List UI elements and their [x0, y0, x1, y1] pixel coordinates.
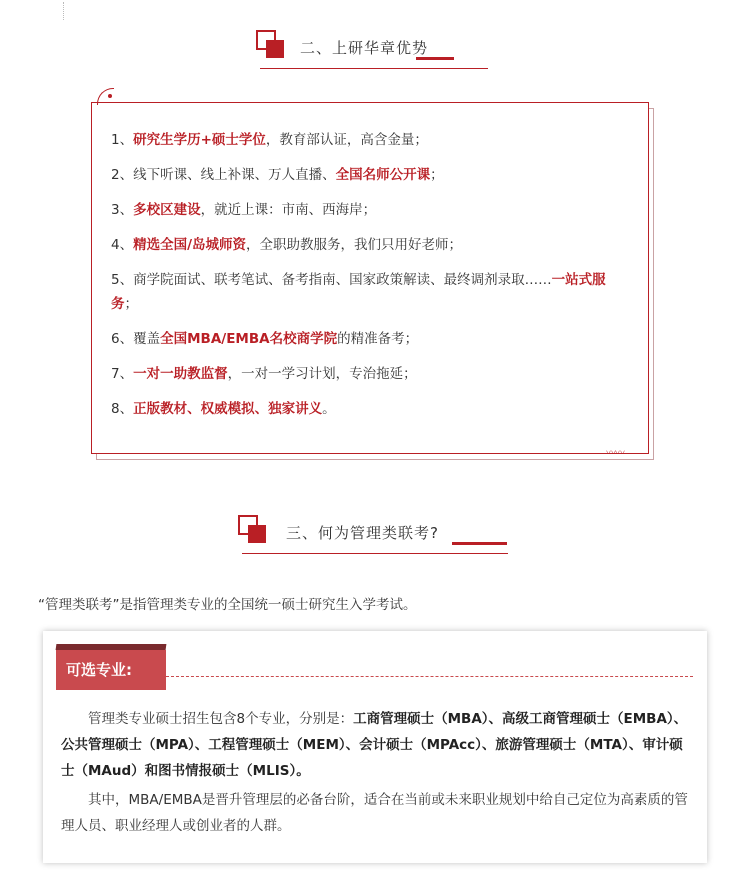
advantage-highlight: 研究生学历+硕士学位	[133, 132, 266, 148]
advantage-text: ；	[430, 167, 444, 183]
section3-header	[238, 515, 513, 555]
advantage-text: 的精准备考；	[337, 331, 419, 347]
box-wave-ornament: 〰〰	[606, 448, 624, 459]
advantage-highlight: 全国MBA/EMBA名校商学院	[160, 331, 338, 347]
section2-header	[256, 30, 496, 70]
advantage-item-number: 7、	[111, 366, 134, 382]
advantage-text: 线下听课、线上补课、万人直播、	[133, 167, 336, 183]
advantage-item	[111, 327, 611, 351]
advantage-highlight: 精选全国/岛城师资	[133, 237, 247, 253]
advantage-text: ，全职助教服务，我们只用好老师；	[246, 237, 463, 253]
advantage-text: ，教育部认证，高含金量；	[265, 132, 428, 148]
advantage-item	[111, 128, 611, 152]
section2-title: 二、上研华章优势	[300, 39, 429, 57]
section3-title-underline	[242, 553, 508, 554]
advantage-highlight: 正版教材、权威模拟、独家讲义	[133, 401, 323, 417]
exam-intro-text: “管理类联考”是指管理类专业的全国统一硕士研究生入学考试。	[38, 597, 417, 613]
advantage-item	[111, 163, 611, 187]
advantage-item-number: 8、	[111, 401, 134, 417]
advantage-item	[111, 233, 611, 257]
advantage-item	[111, 268, 611, 316]
advantage-text: ；	[124, 296, 138, 312]
advantage-item-number: 6、	[111, 331, 134, 347]
majors-paragraph	[61, 706, 689, 784]
advantage-item	[111, 198, 611, 222]
advantage-highlight: 全国名师公开课	[335, 167, 431, 183]
section3-title-accent	[452, 542, 507, 545]
advantage-text: ，一对一学习计划，专治拖延；	[227, 366, 417, 382]
section2-title-accent	[416, 57, 454, 60]
section3-title: 三、何为管理类联考?	[286, 524, 439, 542]
advantage-text: 覆盖	[133, 331, 161, 347]
advantage-item	[111, 397, 611, 421]
advantages-list	[111, 128, 611, 432]
section2-title-underline	[260, 68, 488, 69]
mba-emba-paragraph: 其中，MBA/EMBA是晋升管理层的必备台阶，适合在当前或未来职业规划中给自己定位为高素质的管理人员、职业经理人或创业者的人群。	[61, 792, 688, 834]
section2-square-icon	[256, 30, 286, 60]
advantage-item-number: 4、	[111, 237, 134, 253]
majors-list-bold: 工商管理硕士（MBA）、高级工商管理硕士（EMBA）、公共管理硕士（MPA）、工程管理硕士（MEM）、会计硕士（MPAcc）、旅游管理硕士（MTA）、审计硕士（MAud）和图书情报硕士（MLIS）。	[61, 711, 688, 779]
majors-tag-dashed-line	[166, 676, 693, 677]
advantage-item-number: 1、	[111, 132, 134, 148]
advantage-text: 商学院面试、联考笔试、备考指南、国家政策解读、最终调剂录取……	[133, 272, 552, 288]
advantage-highlight: 一站式服务	[111, 272, 606, 312]
top-dotted-divider	[63, 2, 64, 20]
advantage-item-number: 2、	[111, 167, 134, 183]
majors-lead-text: 管理类专业硕士招生包含8个专业，分别是：	[88, 711, 354, 727]
advantage-highlight: 一对一助教监督	[133, 366, 228, 382]
advantage-text: ，就近上课：市南、西海岸；	[200, 202, 377, 218]
advantage-text: 。	[322, 401, 336, 417]
box-corner-dot	[108, 94, 112, 98]
section3-square-icon	[238, 515, 268, 545]
advantage-highlight: 多校区建设	[133, 202, 201, 218]
advantage-item	[111, 362, 611, 386]
advantage-item-number: 5、	[111, 272, 134, 288]
advantage-item-number: 3、	[111, 202, 134, 218]
majors-tag: 可选专业:	[56, 650, 166, 690]
